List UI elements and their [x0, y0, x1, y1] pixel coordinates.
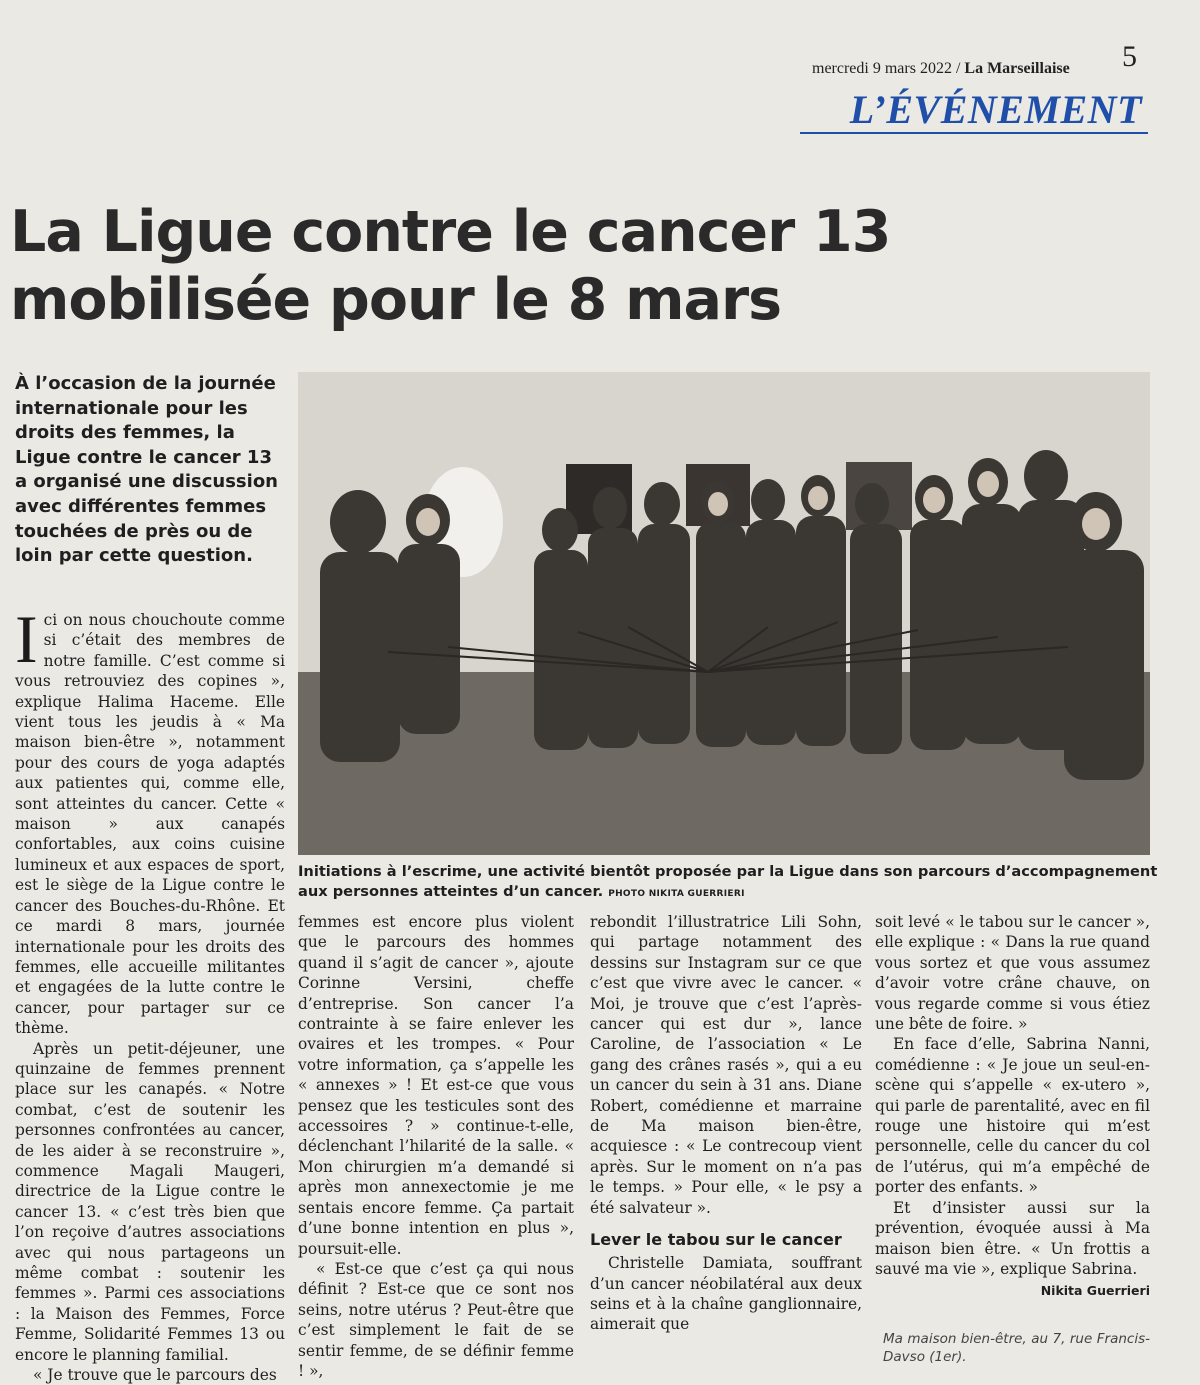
dropcap: I — [15, 601, 38, 677]
body-column-4 — [875, 912, 1150, 1366]
col4-paragraph-1: soit levé « le tabou sur le cancer », elle explique : « Dans la rue quand vous sortez et que vous assumez d’avoir votre crâne chauve, on vous regarde comme si vous étiez une bête de foire. » — [875, 913, 1150, 1034]
col4-paragraph-3: Et d’insister aussi sur la prévention, évoquée aussi à Ma maison bien être. « Un frottis a sauvé ma vie », explique Sabrina. — [875, 1198, 1150, 1278]
newspaper-name: La Marseillaise — [964, 60, 1070, 77]
photo-credit: PHOTO NIKITA GUERRIERI — [608, 889, 745, 899]
date-line — [812, 60, 1070, 78]
rubric-rule — [800, 132, 1148, 134]
col1-p1-text: ci on nous chouchoute comme si c’était des membres de notre famille. C’est comme si vous retrouviez des copines », explique Halima Haceme. Elle vient tous les jeudis à « Ma maison bien-être », notamment pour des cours de yoga adaptés aux patientes qui, comme elle, sont atteintes du cancer. Cette « maison » aux canapés confortables, aux coins cuisine lumineux et aux espaces de sport, est le siège de la Ligue contre le cancer des Bouches-du-Rhône. Et ce mardi 8 mars, journée internationale pour les droits des femmes, elle accueille militantes et engagées de la lutte contre le cancer, pour partager sur ce thème. — [15, 611, 285, 1038]
col1-paragraph-2: Après un petit-déjeuner, une quinzaine de femmes prennent place sur les canapés. « Notre combat, c’est de soutenir les personnes confrontées au cancer, de les aider à se reconstruire », commence Magali Maugeri, directrice de la Ligue contre le cancer 13. « c’est très bien que l’on reçoive d’autres associations avec qui nous partageons un même combat : soutenir les femmes ». Parmi ces associations : la Maison des Femmes, Force Femme, Solidarité Femmes 13 ou encore le planning familial. — [15, 1039, 285, 1364]
section-rubric: L’ÉVÉNEMENT — [849, 87, 1142, 132]
address-infobox: Ma maison bien-être, au 7, rue Francis-Davso (1er). — [883, 1330, 1150, 1365]
col1-paragraph-1 — [15, 601, 285, 1039]
col4-paragraph-2: En face d’elle, Sabrina Nanni, comédienne : « Je joue un seul-en-scène qui s’appelle « ex-utero », qui parle de parentalité, avec en fil rouge une histoire qui m’est personnelle, celle du cancer du col de l’utérus, qui m’a empêché de porter des enfants. » — [875, 1035, 1150, 1197]
body-column-2 — [298, 912, 574, 1381]
photo-caption — [298, 862, 1158, 904]
body-column-3 — [590, 912, 862, 1335]
author-signature: Nikita Guerrieri — [1040, 1283, 1150, 1299]
col2-paragraph-2: « Est-ce que c’est ça qui nous définit ? Est-ce que ce sont nos seins, notre utérus ? Peut-être que c’est simplement le fait de se sentir femme, de se définir femme ! », — [298, 1259, 574, 1380]
date-separator: / — [951, 60, 965, 77]
article-photo — [298, 372, 1150, 855]
issue-date: mercredi 9 mars 2022 — [812, 60, 952, 77]
body-column-1 — [15, 601, 285, 1385]
col3-paragraph-2: Christelle Damiata, souffrant d’un cancer néobilatéral aux deux seins et à la chaîne ganglionnaire, aimerait que — [590, 1254, 862, 1334]
headline — [10, 198, 1090, 334]
col2-paragraph-1: femmes est encore plus violent que le parcours des hommes quand il s’agit de cancer », ajoute Corinne Versini, cheffe d’entreprise. Son cancer l’a contrainte à se faire enlever les ovaires et les trompes. « Pour votre information, ça s’appelle les « annexes » ! Et est-ce que vous pensez que les testicules sont des accessoires ? » continue-t-elle, déclenchant l’hilarité de la salle. « Mon chirurgien m’a demandé si après mon annexectomie je me sentais encore femme. Ça partait d’une bonne intention en plus », poursuit-elle. — [298, 913, 574, 1258]
headline-line-1: La Ligue contre le cancer 13 — [10, 199, 891, 265]
col1-paragraph-3: « Je trouve que le parcours des — [33, 1366, 277, 1385]
headline-line-2: mobilisée pour le 8 mars — [10, 267, 781, 333]
caption-text: Initiations à l’escrime, une activité bientôt proposée par la Ligue dans son parcours d’accompagnement aux personnes atteintes d’un cancer. — [298, 863, 1158, 900]
article-lead: À l’occasion de la journée internationale pour les droits des femmes, la Ligue contre le cancer 13 a organisé une discussion avec différentes femmes touchées de près ou de loin par cette question. — [15, 373, 278, 567]
page-number: 5 — [1122, 40, 1137, 73]
subhead: Lever le tabou sur le cancer — [590, 1230, 842, 1250]
col3-paragraph-1: rebondit l’illustratrice Lili Sohn, qui partage notamment des dessins sur Instagram sur ce que c’est que vivre avec le cancer. « Moi, je trouve que c’est l’après-cancer qui est dur », lance Caroline, de l’association « Le gang des crânes rasés », qui a eu un cancer du sein à 31 ans. Diane Robert, comédienne et marraine de Ma maison bien-être, acquiesce : « Le contrecoup vient après. Sur le moment on n’a pas le temps. » Pour elle, « le psy a été salvateur ». — [590, 913, 862, 1217]
photo-illustration — [298, 372, 1150, 855]
